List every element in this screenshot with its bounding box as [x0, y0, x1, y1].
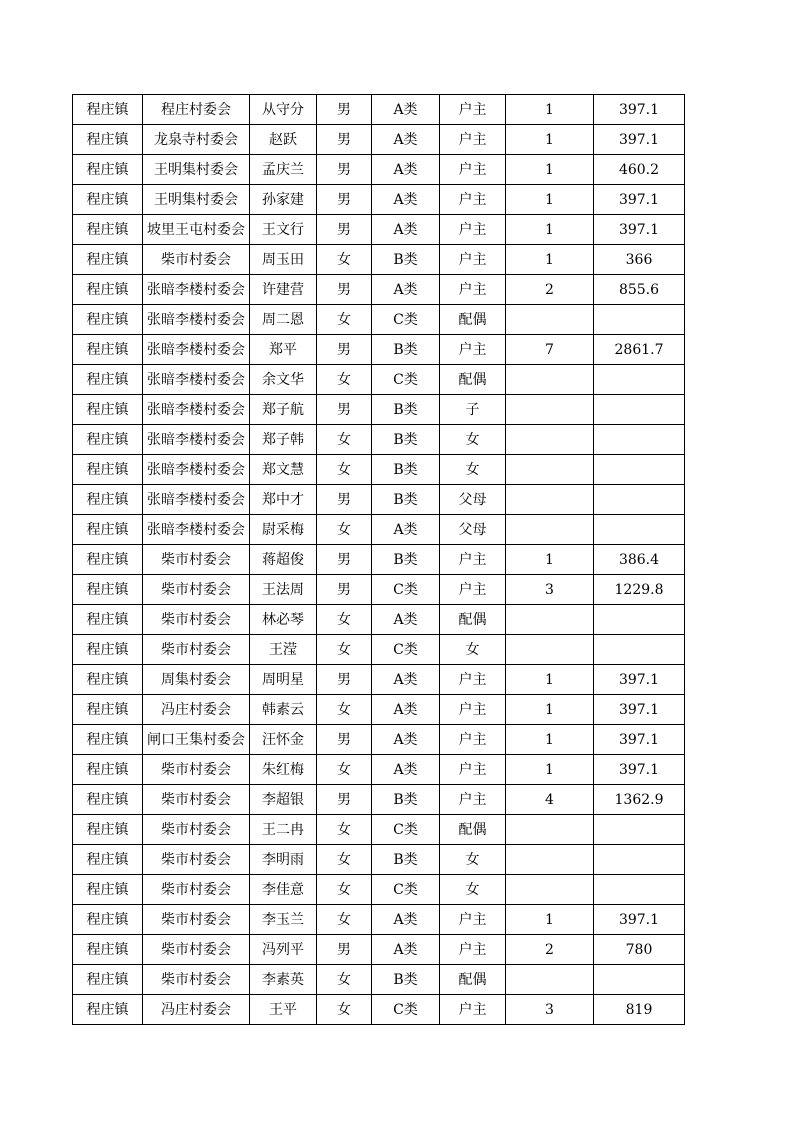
category-cell: A类	[372, 605, 440, 635]
category-cell: A类	[372, 515, 440, 545]
village-committee-cell: 张暗李楼村委会	[143, 455, 250, 485]
village-committee-cell: 张暗李楼村委会	[143, 425, 250, 455]
records-table	[72, 94, 685, 1025]
relation-cell: 户主	[440, 935, 506, 965]
category-cell: B类	[372, 485, 440, 515]
household-size-cell: 1	[506, 155, 594, 185]
gender-cell: 男	[317, 485, 372, 515]
category-cell: C类	[372, 875, 440, 905]
relation-cell: 户主	[440, 215, 506, 245]
category-cell: B类	[372, 395, 440, 425]
relation-cell: 配偶	[440, 605, 506, 635]
town-cell: 程庄镇	[73, 845, 143, 875]
relation-cell: 户主	[440, 335, 506, 365]
household-size-cell: 3	[506, 995, 594, 1025]
village-committee-cell: 柴市村委会	[143, 845, 250, 875]
household-size-cell: 2	[506, 935, 594, 965]
name-cell: 孟庆兰	[250, 155, 317, 185]
town-cell: 程庄镇	[73, 425, 143, 455]
town-cell: 程庄镇	[73, 635, 143, 665]
town-cell: 程庄镇	[73, 455, 143, 485]
name-cell: 郑子航	[250, 395, 317, 425]
village-committee-cell: 冯庄村委会	[143, 695, 250, 725]
relation-cell: 户主	[440, 575, 506, 605]
gender-cell: 男	[317, 665, 372, 695]
village-committee-cell: 张暗李楼村委会	[143, 275, 250, 305]
town-cell: 程庄镇	[73, 215, 143, 245]
gender-cell: 女	[317, 695, 372, 725]
amount-cell: 397.1	[594, 95, 685, 125]
town-cell: 程庄镇	[73, 185, 143, 215]
gender-cell: 女	[317, 965, 372, 995]
gender-cell: 男	[317, 275, 372, 305]
gender-cell: 男	[317, 935, 372, 965]
household-size-cell	[506, 815, 594, 845]
category-cell: A类	[372, 935, 440, 965]
amount-cell: 397.1	[594, 725, 685, 755]
household-size-cell	[506, 875, 594, 905]
table-row	[73, 965, 685, 995]
table-row	[73, 155, 685, 185]
table-row	[73, 695, 685, 725]
category-cell: B类	[372, 785, 440, 815]
gender-cell: 女	[317, 305, 372, 335]
amount-cell	[594, 845, 685, 875]
town-cell: 程庄镇	[73, 695, 143, 725]
relation-cell: 配偶	[440, 305, 506, 335]
household-size-cell	[506, 485, 594, 515]
name-cell: 王二冉	[250, 815, 317, 845]
town-cell: 程庄镇	[73, 995, 143, 1025]
amount-cell	[594, 815, 685, 845]
gender-cell: 女	[317, 635, 372, 665]
table-row	[73, 95, 685, 125]
table-row	[73, 515, 685, 545]
town-cell: 程庄镇	[73, 545, 143, 575]
category-cell: A类	[372, 185, 440, 215]
village-committee-cell: 张暗李楼村委会	[143, 515, 250, 545]
table-row	[73, 665, 685, 695]
relation-cell: 户主	[440, 725, 506, 755]
village-committee-cell: 冯庄村委会	[143, 995, 250, 1025]
household-size-cell: 1	[506, 125, 594, 155]
town-cell: 程庄镇	[73, 725, 143, 755]
relation-cell: 户主	[440, 185, 506, 215]
category-cell: A类	[372, 755, 440, 785]
table-row	[73, 875, 685, 905]
category-cell: A类	[372, 905, 440, 935]
table-row	[73, 635, 685, 665]
gender-cell: 女	[317, 425, 372, 455]
name-cell: 郑文慧	[250, 455, 317, 485]
name-cell: 蒋超俊	[250, 545, 317, 575]
relation-cell: 户主	[440, 245, 506, 275]
household-size-cell	[506, 365, 594, 395]
village-committee-cell: 周集村委会	[143, 665, 250, 695]
amount-cell: 2861.7	[594, 335, 685, 365]
amount-cell: 397.1	[594, 665, 685, 695]
category-cell: B类	[372, 455, 440, 485]
household-size-cell	[506, 845, 594, 875]
category-cell: B类	[372, 245, 440, 275]
category-cell: C类	[372, 815, 440, 845]
village-committee-cell: 坡里王屯村委会	[143, 215, 250, 245]
relation-cell: 户主	[440, 665, 506, 695]
amount-cell	[594, 635, 685, 665]
relation-cell: 户主	[440, 545, 506, 575]
household-size-cell: 4	[506, 785, 594, 815]
name-cell: 赵跃	[250, 125, 317, 155]
town-cell: 程庄镇	[73, 575, 143, 605]
household-size-cell: 1	[506, 725, 594, 755]
table-row	[73, 725, 685, 755]
name-cell: 郑中才	[250, 485, 317, 515]
amount-cell	[594, 305, 685, 335]
table-row	[73, 395, 685, 425]
gender-cell: 男	[317, 215, 372, 245]
category-cell: A类	[372, 155, 440, 185]
household-size-cell	[506, 635, 594, 665]
town-cell: 程庄镇	[73, 605, 143, 635]
amount-cell: 366	[594, 245, 685, 275]
table-row	[73, 545, 685, 575]
name-cell: 冯列平	[250, 935, 317, 965]
household-size-cell: 1	[506, 695, 594, 725]
category-cell: A类	[372, 95, 440, 125]
gender-cell: 男	[317, 335, 372, 365]
gender-cell: 女	[317, 815, 372, 845]
town-cell: 程庄镇	[73, 515, 143, 545]
village-committee-cell: 柴市村委会	[143, 245, 250, 275]
village-committee-cell: 王明集村委会	[143, 185, 250, 215]
amount-cell	[594, 605, 685, 635]
category-cell: A类	[372, 725, 440, 755]
household-size-cell: 1	[506, 95, 594, 125]
town-cell: 程庄镇	[73, 815, 143, 845]
household-size-cell: 2	[506, 275, 594, 305]
table-row	[73, 485, 685, 515]
gender-cell: 女	[317, 845, 372, 875]
category-cell: A类	[372, 215, 440, 245]
town-cell: 程庄镇	[73, 365, 143, 395]
village-committee-cell: 张暗李楼村委会	[143, 395, 250, 425]
village-committee-cell: 龙泉寺村委会	[143, 125, 250, 155]
household-size-cell: 1	[506, 665, 594, 695]
amount-cell	[594, 455, 685, 485]
town-cell: 程庄镇	[73, 935, 143, 965]
gender-cell: 女	[317, 995, 372, 1025]
amount-cell: 460.2	[594, 155, 685, 185]
gender-cell: 男	[317, 395, 372, 425]
category-cell: A类	[372, 125, 440, 155]
town-cell: 程庄镇	[73, 275, 143, 305]
household-size-cell	[506, 515, 594, 545]
table-row	[73, 785, 685, 815]
gender-cell: 男	[317, 725, 372, 755]
name-cell: 许建营	[250, 275, 317, 305]
gender-cell: 女	[317, 875, 372, 905]
name-cell: 王滢	[250, 635, 317, 665]
gender-cell: 男	[317, 785, 372, 815]
household-size-cell: 1	[506, 905, 594, 935]
category-cell: B类	[372, 335, 440, 365]
amount-cell: 397.1	[594, 755, 685, 785]
household-size-cell	[506, 305, 594, 335]
gender-cell: 女	[317, 455, 372, 485]
town-cell: 程庄镇	[73, 155, 143, 185]
name-cell: 周明星	[250, 665, 317, 695]
amount-cell: 1362.9	[594, 785, 685, 815]
amount-cell: 397.1	[594, 905, 685, 935]
table-row	[73, 365, 685, 395]
amount-cell	[594, 965, 685, 995]
amount-cell: 397.1	[594, 695, 685, 725]
relation-cell: 女	[440, 455, 506, 485]
table-row	[73, 905, 685, 935]
household-size-cell: 1	[506, 215, 594, 245]
gender-cell: 女	[317, 515, 372, 545]
category-cell: A类	[372, 275, 440, 305]
household-size-cell	[506, 395, 594, 425]
amount-cell: 1229.8	[594, 575, 685, 605]
table-row	[73, 275, 685, 305]
name-cell: 汪怀金	[250, 725, 317, 755]
relation-cell: 女	[440, 875, 506, 905]
name-cell: 尉采梅	[250, 515, 317, 545]
village-committee-cell: 张暗李楼村委会	[143, 335, 250, 365]
town-cell: 程庄镇	[73, 905, 143, 935]
household-size-cell: 7	[506, 335, 594, 365]
relation-cell: 配偶	[440, 815, 506, 845]
town-cell: 程庄镇	[73, 395, 143, 425]
name-cell: 郑平	[250, 335, 317, 365]
category-cell: C类	[372, 635, 440, 665]
relation-cell: 女	[440, 845, 506, 875]
village-committee-cell: 柴市村委会	[143, 905, 250, 935]
village-committee-cell: 柴市村委会	[143, 635, 250, 665]
village-committee-cell: 柴市村委会	[143, 605, 250, 635]
relation-cell: 户主	[440, 785, 506, 815]
household-size-cell	[506, 425, 594, 455]
gender-cell: 男	[317, 155, 372, 185]
category-cell: C类	[372, 365, 440, 395]
village-committee-cell: 柴市村委会	[143, 935, 250, 965]
village-committee-cell: 柴市村委会	[143, 875, 250, 905]
category-cell: B类	[372, 845, 440, 875]
household-size-cell: 1	[506, 245, 594, 275]
name-cell: 王文行	[250, 215, 317, 245]
relation-cell: 户主	[440, 95, 506, 125]
table-row	[73, 335, 685, 365]
household-size-cell	[506, 455, 594, 485]
table-row	[73, 605, 685, 635]
name-cell: 郑子韩	[250, 425, 317, 455]
town-cell: 程庄镇	[73, 305, 143, 335]
town-cell: 程庄镇	[73, 785, 143, 815]
name-cell: 周玉田	[250, 245, 317, 275]
gender-cell: 女	[317, 605, 372, 635]
household-size-cell: 1	[506, 545, 594, 575]
gender-cell: 男	[317, 95, 372, 125]
category-cell: B类	[372, 965, 440, 995]
household-size-cell: 3	[506, 575, 594, 605]
table-row	[73, 995, 685, 1025]
relation-cell: 父母	[440, 515, 506, 545]
name-cell: 王平	[250, 995, 317, 1025]
table-row	[73, 215, 685, 245]
name-cell: 李佳意	[250, 875, 317, 905]
table-row	[73, 125, 685, 155]
relation-cell: 女	[440, 635, 506, 665]
gender-cell: 女	[317, 245, 372, 275]
amount-cell: 819	[594, 995, 685, 1025]
name-cell: 朱红梅	[250, 755, 317, 785]
name-cell: 从守分	[250, 95, 317, 125]
town-cell: 程庄镇	[73, 335, 143, 365]
relation-cell: 户主	[440, 995, 506, 1025]
category-cell: B类	[372, 545, 440, 575]
village-committee-cell: 张暗李楼村委会	[143, 365, 250, 395]
relation-cell: 户主	[440, 695, 506, 725]
category-cell: C类	[372, 305, 440, 335]
table-row	[73, 245, 685, 275]
village-committee-cell: 张暗李楼村委会	[143, 485, 250, 515]
table-row	[73, 845, 685, 875]
gender-cell: 男	[317, 125, 372, 155]
relation-cell: 户主	[440, 275, 506, 305]
town-cell: 程庄镇	[73, 95, 143, 125]
village-committee-cell: 柴市村委会	[143, 965, 250, 995]
name-cell: 余文华	[250, 365, 317, 395]
name-cell: 李玉兰	[250, 905, 317, 935]
amount-cell: 386.4	[594, 545, 685, 575]
village-committee-cell: 柴市村委会	[143, 785, 250, 815]
amount-cell	[594, 395, 685, 425]
relation-cell: 子	[440, 395, 506, 425]
town-cell: 程庄镇	[73, 485, 143, 515]
relation-cell: 户主	[440, 905, 506, 935]
relation-cell: 父母	[440, 485, 506, 515]
gender-cell: 女	[317, 755, 372, 785]
table-row	[73, 815, 685, 845]
amount-cell	[594, 515, 685, 545]
name-cell: 韩素云	[250, 695, 317, 725]
name-cell: 王法周	[250, 575, 317, 605]
name-cell: 李超银	[250, 785, 317, 815]
name-cell: 李明雨	[250, 845, 317, 875]
village-committee-cell: 柴市村委会	[143, 815, 250, 845]
records-table-body	[73, 95, 685, 1025]
name-cell: 林必琴	[250, 605, 317, 635]
amount-cell	[594, 485, 685, 515]
table-row	[73, 305, 685, 335]
category-cell: A类	[372, 695, 440, 725]
gender-cell: 男	[317, 575, 372, 605]
gender-cell: 女	[317, 365, 372, 395]
village-committee-cell: 王明集村委会	[143, 155, 250, 185]
household-size-cell: 1	[506, 755, 594, 785]
relation-cell: 户主	[440, 155, 506, 185]
town-cell: 程庄镇	[73, 755, 143, 785]
household-size-cell: 1	[506, 185, 594, 215]
amount-cell: 397.1	[594, 215, 685, 245]
amount-cell	[594, 875, 685, 905]
relation-cell: 配偶	[440, 365, 506, 395]
amount-cell: 855.6	[594, 275, 685, 305]
table-row	[73, 575, 685, 605]
table-row	[73, 755, 685, 785]
relation-cell: 配偶	[440, 965, 506, 995]
amount-cell: 397.1	[594, 185, 685, 215]
household-size-cell	[506, 605, 594, 635]
gender-cell: 男	[317, 185, 372, 215]
town-cell: 程庄镇	[73, 245, 143, 275]
name-cell: 孙家建	[250, 185, 317, 215]
category-cell: A类	[372, 665, 440, 695]
town-cell: 程庄镇	[73, 125, 143, 155]
town-cell: 程庄镇	[73, 665, 143, 695]
town-cell: 程庄镇	[73, 875, 143, 905]
village-committee-cell: 闸口王集村委会	[143, 725, 250, 755]
relation-cell: 户主	[440, 755, 506, 785]
village-committee-cell: 柴市村委会	[143, 545, 250, 575]
village-committee-cell: 柴市村委会	[143, 575, 250, 605]
village-committee-cell: 程庄村委会	[143, 95, 250, 125]
table-row	[73, 935, 685, 965]
relation-cell: 女	[440, 425, 506, 455]
category-cell: B类	[372, 425, 440, 455]
amount-cell: 397.1	[594, 125, 685, 155]
table-row	[73, 455, 685, 485]
household-size-cell	[506, 965, 594, 995]
village-committee-cell: 柴市村委会	[143, 755, 250, 785]
gender-cell: 女	[317, 905, 372, 935]
table-row	[73, 425, 685, 455]
village-committee-cell: 张暗李楼村委会	[143, 305, 250, 335]
table-row	[73, 185, 685, 215]
gender-cell: 男	[317, 545, 372, 575]
town-cell: 程庄镇	[73, 965, 143, 995]
name-cell: 周二恩	[250, 305, 317, 335]
name-cell: 李素英	[250, 965, 317, 995]
amount-cell: 780	[594, 935, 685, 965]
category-cell: C类	[372, 575, 440, 605]
amount-cell	[594, 425, 685, 455]
category-cell: C类	[372, 995, 440, 1025]
relation-cell: 户主	[440, 125, 506, 155]
amount-cell	[594, 365, 685, 395]
